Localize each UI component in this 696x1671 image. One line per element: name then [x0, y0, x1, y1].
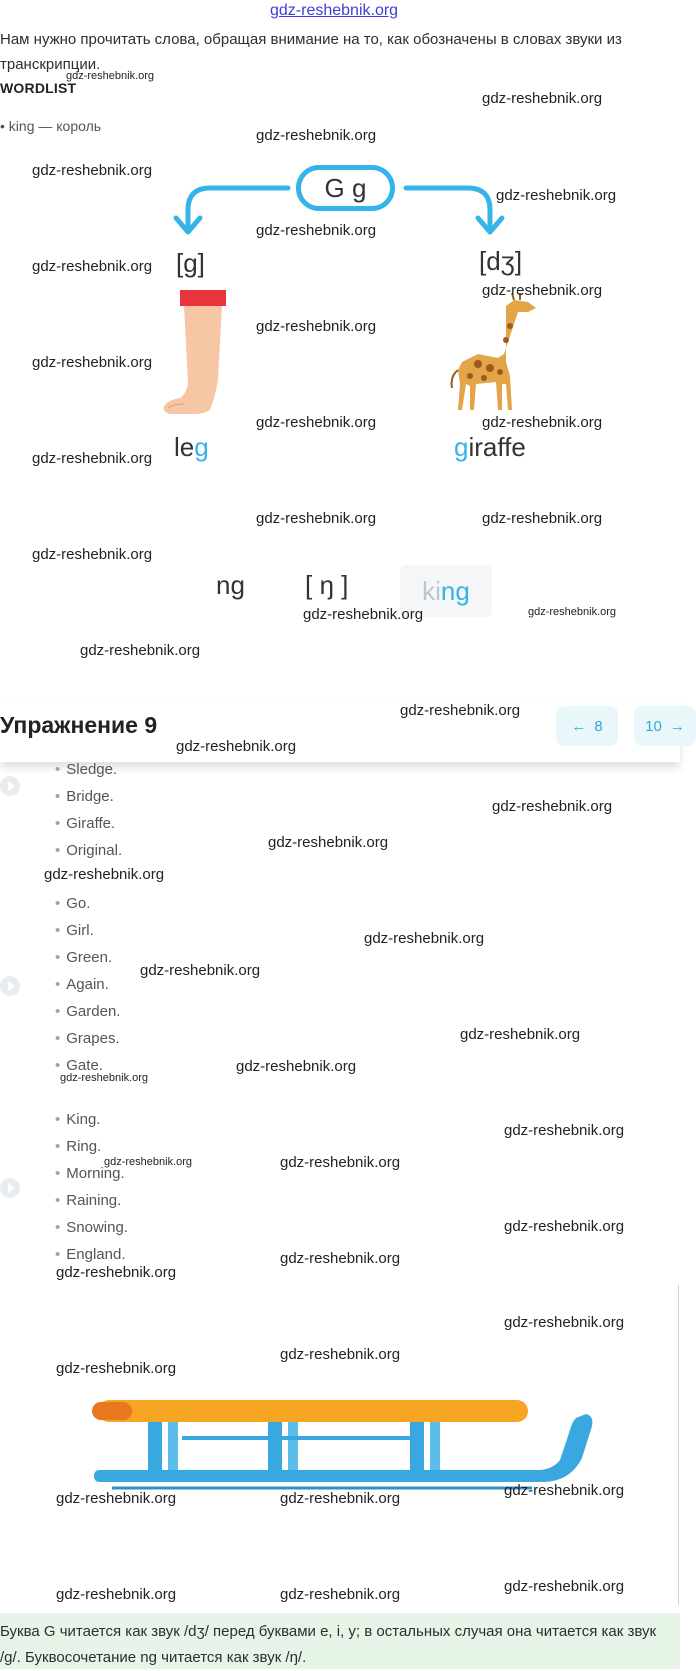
- list-item: • Bridge.: [55, 783, 122, 810]
- play-audio-icon[interactable]: [0, 776, 20, 796]
- list-item: • Girl.: [55, 917, 120, 944]
- watermark: gdz-reshebnik.org: [256, 510, 377, 527]
- word-giraffe: giraffe: [454, 432, 526, 462]
- list-item: • Raining.: [55, 1187, 128, 1214]
- exercise-title: Упражнение 9: [0, 712, 158, 738]
- list-item: • Garden.: [55, 998, 120, 1025]
- watermark: gdz-reshebnik.org: [66, 70, 155, 82]
- divider: [678, 1285, 679, 1605]
- watermark: gdz-reshebnik.org: [176, 738, 297, 755]
- list-item: • Ring.: [55, 1133, 128, 1160]
- watermark: gdz-reshebnik.org: [256, 127, 377, 144]
- giraffe-illustration: [448, 292, 543, 414]
- word-leg: leg: [174, 432, 209, 462]
- prev-exercise-button[interactable]: ← 8: [556, 706, 618, 746]
- watermark: gdz-reshebnik.org: [482, 90, 603, 107]
- watermark: gdz-reshebnik.org: [280, 1490, 401, 1507]
- watermark: gdz-reshebnik.org: [140, 962, 261, 979]
- wordlist-heading: WORDLIST: [0, 80, 77, 96]
- list-item: • England.: [55, 1241, 128, 1268]
- watermark: gdz-reshebnik.org: [32, 162, 153, 179]
- watermark: gdz-reshebnik.org: [256, 318, 377, 335]
- watermark: gdz-reshebnik.org: [496, 187, 617, 204]
- watermark: gdz-reshebnik.org: [482, 510, 603, 527]
- play-audio-icon[interactable]: [0, 976, 20, 996]
- word-king: ki ng: [400, 565, 492, 617]
- list-item: • Sledge.: [55, 756, 122, 783]
- wordlist-cut-line: • king — король: [0, 118, 102, 134]
- word-list-2: [55, 890, 120, 1079]
- watermark: gdz-reshebnik.org: [504, 1482, 625, 1499]
- watermark: gdz-reshebnik.org: [364, 930, 485, 947]
- watermark: gdz-reshebnik.org: [80, 642, 201, 659]
- watermark: gdz-reshebnik.org: [104, 1156, 193, 1168]
- watermark: gdz-reshebnik.org: [56, 1360, 177, 1377]
- watermark: gdz-reshebnik.org: [504, 1122, 625, 1139]
- rule-note: Буква G читается как звук /dʒ/ перед буквами e, i, y; в остальных случая она читается как звук /g/. Буквосочетание ng читается как звук /ŋ/.: [0, 1613, 680, 1669]
- letter-label: G g: [324, 172, 367, 203]
- list-item: • King.: [55, 1106, 128, 1133]
- watermark: gdz-reshebnik.org: [256, 414, 377, 431]
- list-item: • Snowing.: [55, 1214, 128, 1241]
- phoneme-dzh: [dʒ]: [479, 246, 523, 276]
- watermark: gdz-reshebnik.org: [44, 866, 165, 883]
- watermark: gdz-reshebnik.org: [56, 1490, 177, 1507]
- list-item: • Giraffe.: [55, 810, 122, 837]
- watermark: gdz-reshebnik.org: [482, 282, 603, 299]
- next-exercise-button[interactable]: 10 →: [634, 706, 696, 746]
- list-item: • Gate.: [55, 1052, 120, 1079]
- watermark: gdz-reshebnik.org: [303, 606, 424, 623]
- watermark: gdz-reshebnik.org: [504, 1314, 625, 1331]
- watermark: gdz-reshebnik.org: [256, 222, 377, 239]
- site-link[interactable]: gdz-reshebnik.org: [270, 2, 399, 19]
- watermark: gdz-reshebnik.org: [528, 606, 617, 618]
- leg-illustration: [160, 288, 230, 418]
- watermark: gdz-reshebnik.org: [280, 1250, 401, 1267]
- watermark: gdz-reshebnik.org: [56, 1264, 177, 1281]
- word-list-1: [55, 756, 122, 864]
- watermark: gdz-reshebnik.org: [400, 702, 521, 719]
- list-item: • Morning.: [55, 1160, 128, 1187]
- ng-phoneme: [ ŋ ]: [305, 570, 349, 600]
- play-audio-icon[interactable]: [0, 1178, 20, 1198]
- watermark: gdz-reshebnik.org: [268, 834, 389, 851]
- phoneme-g: [g]: [176, 248, 205, 278]
- watermark: gdz-reshebnik.org: [56, 1586, 177, 1603]
- watermark: gdz-reshebnik.org: [32, 546, 153, 563]
- watermark: gdz-reshebnik.org: [280, 1586, 401, 1603]
- word-list-3: [55, 1106, 128, 1268]
- intro-text: Нам нужно прочитать слова, обращая внимание на то, как обозначены в словах звуки из транскрипции.: [0, 31, 622, 73]
- list-item: • Go.: [55, 890, 120, 917]
- list-item: • Green.: [55, 944, 120, 971]
- arrow-right-icon: →: [669, 717, 685, 735]
- list-item: • Original.: [55, 837, 122, 864]
- watermark: gdz-reshebnik.org: [482, 414, 603, 431]
- list-item: • Again.: [55, 971, 120, 998]
- watermark: gdz-reshebnik.org: [32, 450, 153, 467]
- watermark: gdz-reshebnik.org: [460, 1026, 581, 1043]
- arrow-left-icon: ←: [571, 717, 587, 735]
- ng-label: ng: [216, 570, 245, 600]
- watermark: gdz-reshebnik.org: [32, 354, 153, 371]
- watermark: gdz-reshebnik.org: [60, 1072, 149, 1084]
- watermark: gdz-reshebnik.org: [504, 1218, 625, 1235]
- watermark: gdz-reshebnik.org: [236, 1058, 357, 1075]
- watermark: gdz-reshebnik.org: [504, 1578, 625, 1595]
- watermark: gdz-reshebnik.org: [492, 798, 613, 815]
- watermark: gdz-reshebnik.org: [32, 258, 153, 275]
- list-item: • Grapes.: [55, 1025, 120, 1052]
- watermark: gdz-reshebnik.org: [280, 1154, 401, 1171]
- watermark: gdz-reshebnik.org: [280, 1346, 401, 1363]
